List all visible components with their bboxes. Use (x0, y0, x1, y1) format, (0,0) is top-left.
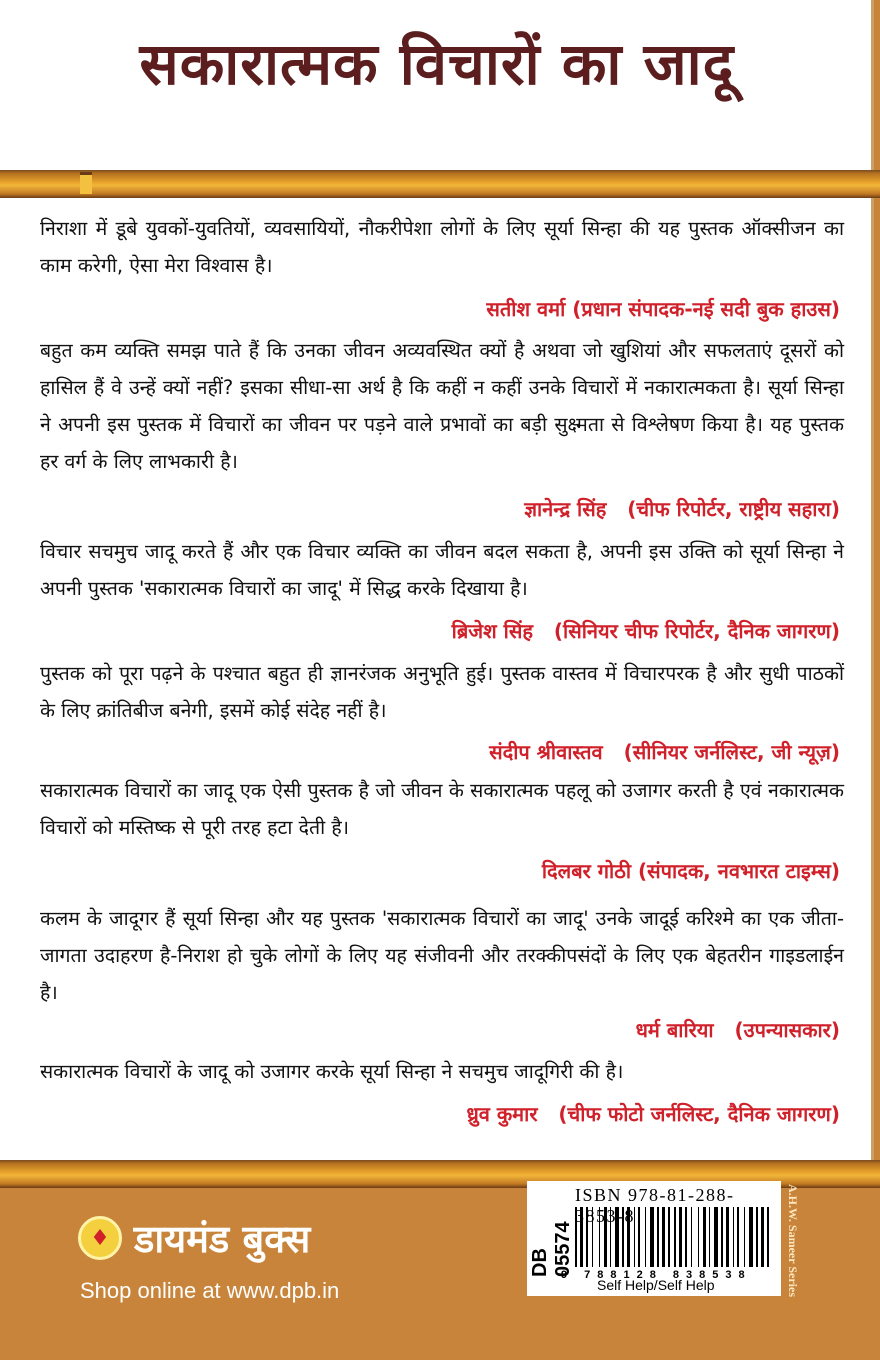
testimonial-author: ज्ञानेन्द्र सिंह (चीफ रिपोर्टर, राष्ट्रीय सहारा) (524, 497, 840, 521)
barcode-stripe (767, 1207, 769, 1267)
barcode-stripe (662, 1207, 665, 1267)
barcode-stripe (638, 1207, 640, 1267)
product-code: DB 05574 (529, 1221, 574, 1277)
testimonial-author: ब्रिजेश सिंह (सिनियर चीफ रिपोर्टर, दैनिक जागरण) (451, 619, 840, 643)
barcode-stripe (580, 1207, 583, 1267)
barcode-stripe (674, 1207, 676, 1267)
testimonial-author: सतीश वर्मा (प्रधान संपादक-नई सदी बुक हाउस) (486, 297, 840, 321)
barcode-stripe (645, 1207, 646, 1267)
testimonial-text: सकारात्मक विचारों के जादू को उजागर करके सूर्या सिन्हा ने सचमुच जादूगिरी की है। (40, 1060, 624, 1083)
barcode-stripe (698, 1207, 699, 1267)
testimonial-text: निराशा में डूबे युवकों-युवतियों, व्यवसायियों, नौकरीपेशा लोगों के लिए सूर्या सिन्हा की यह पुस्तक ऑक्सीजन का काम करेगी, ऐसा मेरा विश्वास है। (40, 217, 844, 277)
barcode-stripe (733, 1207, 734, 1267)
barcode-label (527, 1181, 781, 1296)
lotus-diamond-icon: ♦ (78, 1216, 122, 1260)
barcode-stripe (657, 1207, 659, 1267)
barcode-stripe (604, 1207, 607, 1267)
category: Self Help/Self Help (597, 1277, 715, 1293)
barcode-stripe (714, 1207, 718, 1267)
barcode-stripe (622, 1207, 624, 1267)
barcode-stripe (592, 1207, 593, 1267)
shop-online-text: Shop online at www.dpb.in (80, 1278, 340, 1303)
barcode-stripe (749, 1207, 753, 1267)
barcode-stripe (721, 1207, 723, 1267)
testimonial-text: विचार सचमुच जादू करते हैं और एक विचार व्यक्ति का जीवन बदल सकता है, अपनी इस उक्ति को सूर्या सिन्हा ने अपनी पुस्तक 'सकारात्मक विचारों का जादू' में सिद्ध करके दिखाया है। (40, 540, 844, 600)
barcode-stripe (668, 1207, 670, 1267)
barcode-stripe (599, 1207, 600, 1267)
book-title: सकारात्मक विचारों का जादू (139, 30, 735, 98)
testimonial-text: पुस्तक को पूरा पढ़ने के पश्चात बहुत ही ज्ञानरंजक अनुभूति हुई। पुस्तक वास्तव में विचारपरक है और सुधी पाठकों के लिए क्रांतिबीज बनेगी, इसमें कोई संदेह नहीं है। (40, 662, 844, 722)
barcode-stripe (726, 1207, 729, 1267)
barcode-stripe (756, 1207, 758, 1267)
barcode-stripe (685, 1207, 687, 1267)
testimonial-author: दिलबर गोठी (संपादक, नवभारत टाइम्स) (541, 859, 840, 883)
publisher-logo (78, 1212, 310, 1264)
barcode-stripe (679, 1207, 682, 1267)
testimonial-author: धर्म बारिया (उपन्यासकार) (635, 1018, 840, 1042)
barcode-stripe (615, 1207, 619, 1267)
publisher-name: डायमंड बुक्स (134, 1217, 311, 1261)
barcode-stripe (650, 1207, 654, 1267)
testimonial-text: बहुत कम व्यक्ति समझ पाते हैं कि उनका जीवन अव्यवस्थित क्यों है अथवा जो खुशियां और सफलताएं दूसरों को हासिल हैं वे उन्हें क्यों नहीं? इसका सीधा-सा अर्थ है कि कहीं न कहीं उनके विचारों में नकारात्मकता है। सूर्या सिन्हा ने अपनी इस पुस्तक में विचारों का जीवन पर पड़ने वाले प्रभावों का बड़ी सुक्ष्मता से विश्लेषण किया है। यह पुस्तक हर वर्ग के लिए लाभकारी है। (40, 339, 844, 473)
barcode-stripe (703, 1207, 706, 1267)
barcode-stripe (575, 1207, 577, 1267)
barcode-stripe (744, 1207, 745, 1267)
barcode-stripe (761, 1207, 764, 1267)
series-name: A.H.W. Sameer Series (786, 1184, 800, 1297)
testimonial-author: ध्रुव कुमार (चीफ फोटो जर्नलिस्ट, दैनिक जागरण) (466, 1102, 840, 1126)
barcode-stripe (610, 1207, 611, 1267)
testimonial-text: कलम के जादूगर हैं सूर्या सिन्हा और यह पुस्तक 'सकारात्मक विचारों का जादू' उनके जादूई करिश्मे का एक जीता-जागता उदाहरण है-निराश हो चुके लोगों के लिए यह संजीवनी और तरक्कीपसंदों के लिए एक बेहतरीन गाइडलाईन है। (40, 907, 844, 1004)
isbn: ISBN 978-81-288- 853-8 (575, 1185, 735, 1226)
barcode-bars (575, 1207, 775, 1275)
decorative-bar (0, 170, 880, 198)
barcode-digits: 9 788128 838538 (561, 1269, 752, 1281)
testimonial-author: संदीप श्रीवास्तव (सीनियर जर्नलिस्ट, जी न्यूज़) (489, 740, 840, 764)
barcode-stripe (627, 1207, 630, 1267)
barcode-stripe (691, 1207, 692, 1267)
barcode-stripe (586, 1207, 588, 1267)
barcode-stripe (737, 1207, 739, 1267)
barcode-stripe (709, 1207, 710, 1267)
testimonial-text: सकारात्मक विचारों का जादू एक ऐसी पुस्तक है जो जीवन के सकारात्मक पहलू को उजागर करती है एवं नकारात्मक विचारों को मस्तिष्क से पूरी तरह हटा देती है। (40, 779, 844, 839)
barcode-stripe (634, 1207, 635, 1267)
